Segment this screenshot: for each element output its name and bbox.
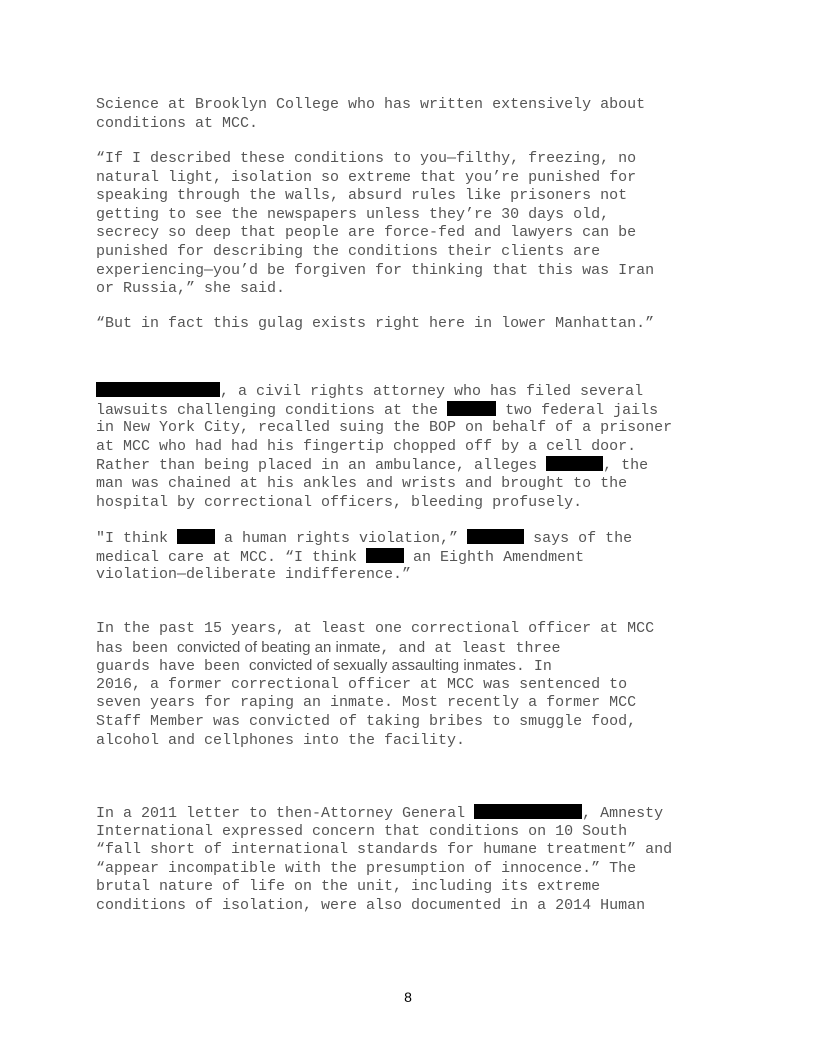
redaction-bar [474,804,582,819]
text-line: speaking through the walls, absurd rules like prisoners not [96,187,628,205]
text-segment: medical care at MCC. “I think [96,548,367,566]
redaction-bar [177,529,215,544]
paragraph-correctional-officers [96,620,736,750]
text-line [96,401,736,420]
paragraph-quote-gulag [96,315,736,334]
text-line: or Russia,” she said. [96,280,286,298]
text-segment: , and at least three [380,639,561,657]
paragraph-quote-conditions [96,150,736,299]
page-number: 8 [404,989,412,1005]
text-line: “fall short of international standards for humane treatment” and [96,841,673,859]
text-line: hospital by correctional officers, bleeding profusely. [96,493,583,511]
text-line: natural light, isolation so extreme that you’re punished for [96,168,637,186]
text-line: in New York City, recalled suing the BOP on behalf of a prisoner [96,419,673,437]
text-line: secrecy so deep that people are force-fed and lawyers can be [96,224,637,242]
text-line: seven years for raping an inmate. Most recently a former MCC [96,694,637,712]
text-line [96,657,736,676]
text-line: “But in fact this gulag exists right here in lower Manhattan.” [96,315,655,332]
text-segment: Rather than being placed in an ambulance, alleges [96,457,547,475]
link-convicted-of-beating[interactable]: convicted of beating an inmate [177,638,381,656]
redaction-bar [447,401,496,416]
text-segment: has been [96,639,178,657]
text-segment: two federal jails [496,401,659,419]
redaction-bar [546,456,603,471]
text-line: 2016, a former correctional officer at MCC was sentenced to [96,675,628,693]
redaction-bar [366,548,404,563]
text-line: experiencing—you’d be forgiven for thinking that this was Iran [96,261,655,279]
text-line: brutal nature of life on the unit, including its extreme [96,878,601,896]
text-line: “appear incompatible with the presumption of innocence.” The [96,859,637,877]
text-line: punished for describing the conditions their clients are [96,242,601,260]
text-line [96,456,736,475]
text-segment: , the [603,457,649,475]
text-line: alcohol and cellphones into the facility. [96,731,466,749]
text-line [96,804,736,823]
text-segment: says of the [524,530,633,547]
text-line: at MCC who had had his fingertip chopped off by a cell door. [96,437,637,455]
text-segment: an Eighth Amendment [404,548,585,566]
text-line: “If I described these conditions to you—filthy, freezing, no [96,150,637,167]
text-segment: , a civil rights attorney who has filed several [220,383,644,400]
paragraph-human-rights-quote [96,529,736,585]
text-line: getting to see the newspapers unless they’re 30 days old, [96,205,610,223]
text-line: violation—deliberate indifference.” [96,566,412,584]
text-line: Staff Member was convicted of taking bribes to smuggle food, [96,712,637,730]
text-line: conditions at MCC. [96,114,259,132]
paragraph-intro-continuation [96,96,736,133]
text-line [96,529,736,548]
text-segment: . In [515,658,552,676]
link-letter[interactable]: letter [186,805,241,822]
text-line [96,639,736,658]
text-segment: to then-Attorney General [240,805,475,822]
text-line [96,382,736,401]
text-segment: In a 2011 [96,805,187,822]
text-line: man was chained at his ankles and wrists and brought to the [96,474,628,492]
text-segment: , Amnesty [582,805,664,822]
text-line: Science at Brooklyn College who has written extensively about [96,96,646,113]
text-segment: "I think [96,530,178,547]
link-convicted-of-sexual-assault[interactable]: convicted of sexually assaulting inmates [249,657,516,675]
text-line: In the past 15 years, at least one correctional officer at MCC [96,620,655,637]
redaction-bar [96,382,220,397]
text-line: International expressed concern that conditions on 10 South [96,822,628,840]
text-segment: a human rights violation,” [215,530,468,547]
paragraph-civil-rights-attorney [96,382,736,512]
text-line: conditions of isolation, were also documented in a 2014 Human [96,896,646,914]
text-line [96,548,736,567]
text-segment: lawsuits challenging conditions at the [96,401,448,419]
text-segment: guards have been [96,658,250,676]
paragraph-amnesty-letter [96,804,736,916]
redaction-bar [467,529,524,544]
